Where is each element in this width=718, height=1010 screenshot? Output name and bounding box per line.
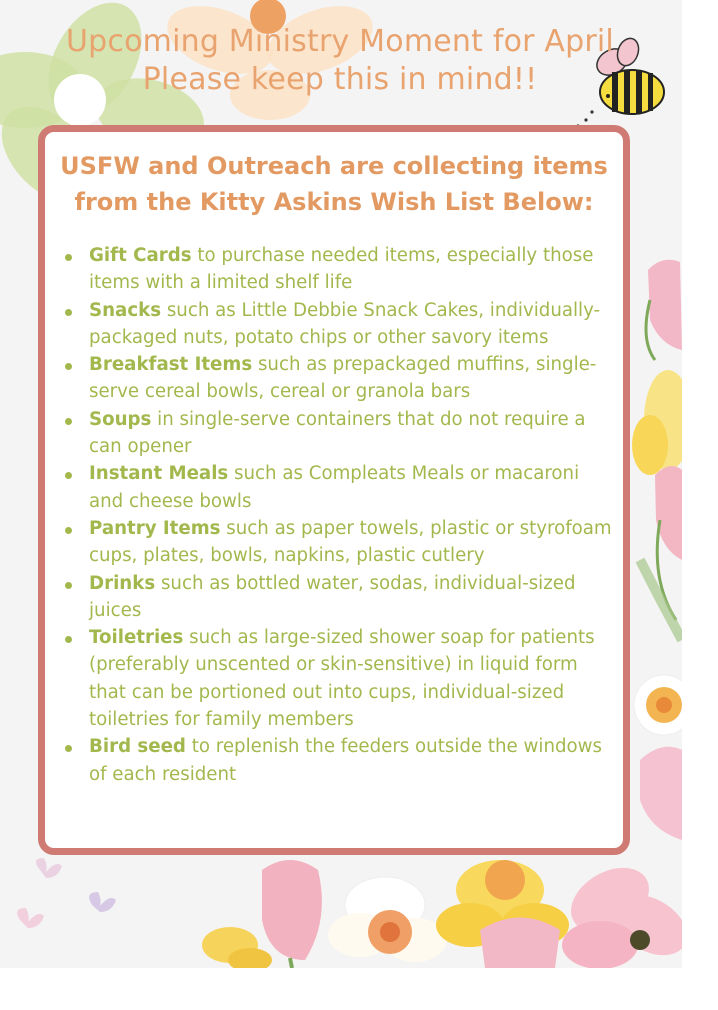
item-description: such as Compleats Meals or macaroni and cheese bowls	[89, 463, 580, 512]
bullet-icon	[65, 472, 72, 479]
item-name: Bird seed	[89, 736, 186, 758]
bullet-icon	[65, 582, 72, 589]
item-description: in single-serve containers that do not require a can opener	[89, 408, 586, 458]
item-name: Breakfast Items	[89, 354, 253, 376]
card-heading	[45, 148, 623, 220]
butterfly-icon	[17, 858, 116, 928]
daffodil-icon	[634, 675, 682, 735]
tulip-icon	[480, 918, 560, 969]
page-margin-bottom	[0, 968, 718, 1010]
item-description: such as paper towels, plastic or styrofoam cups, plates, bowls, napkins, plastic cutlery	[89, 517, 612, 567]
daffodil-icon	[202, 927, 272, 968]
tulip-icon	[640, 466, 682, 640]
card-heading-line: USFW and Outreach are collecting items	[60, 152, 608, 180]
bullet-icon	[65, 254, 72, 261]
tulip-icon	[262, 860, 322, 968]
item-description: to purchase needed items, especially those items with a limited shelf life	[89, 245, 594, 294]
list-item	[89, 351, 617, 406]
bullet-icon	[65, 363, 72, 370]
wish-list-card	[38, 125, 630, 855]
item-description: such as prepackaged muffins, single-serve cereal bowls, cereal or granola bars	[89, 354, 597, 403]
list-item	[89, 570, 617, 625]
header-title: Upcoming Ministry Moment for April	[66, 24, 614, 59]
daffodil-icon	[632, 370, 682, 475]
list-item	[89, 624, 617, 733]
wish-list	[89, 242, 617, 788]
tulip-icon	[646, 260, 682, 360]
list-item	[89, 297, 617, 352]
daffodil-icon	[328, 877, 447, 962]
item-name: Gift Cards	[89, 245, 192, 266]
item-name: Toiletries	[89, 627, 184, 649]
bullet-icon	[65, 309, 72, 316]
item-name: Snacks	[89, 299, 162, 321]
list-item	[89, 406, 617, 461]
page-margin-right	[682, 0, 718, 968]
header-subtitle: Please keep this in mind!!	[142, 62, 538, 97]
item-name: Pantry Items	[89, 517, 221, 539]
bullet-icon	[65, 527, 72, 534]
tulip-icon	[640, 747, 682, 840]
item-description: to replenish the feeders outside the windows of each resident	[89, 736, 602, 785]
list-item	[89, 242, 617, 297]
bullet-icon	[65, 636, 72, 643]
list-item	[89, 460, 617, 515]
bullet-icon	[65, 418, 72, 425]
list-item	[89, 733, 617, 788]
item-description: such as Little Debbie Snack Cakes, individually-packaged nuts, potato chips or other savory items	[89, 299, 601, 348]
item-description: such as large-sized shower soap for patients (preferably unscented or skin-sensitive) in liquid form that can be portioned out into cups, individual-sized toiletries for family members	[89, 627, 595, 731]
item-description: such as bottled water, sodas, individual-sized juices	[89, 572, 576, 621]
flower-icon	[560, 855, 682, 968]
bullet-icon	[65, 745, 72, 752]
card-heading-line: from the Kitty Askins Wish List Below:	[74, 188, 594, 216]
item-name: Instant Meals	[89, 463, 229, 485]
item-name: Soups	[89, 408, 152, 430]
item-name: Drinks	[89, 572, 156, 594]
list-item	[89, 515, 617, 570]
